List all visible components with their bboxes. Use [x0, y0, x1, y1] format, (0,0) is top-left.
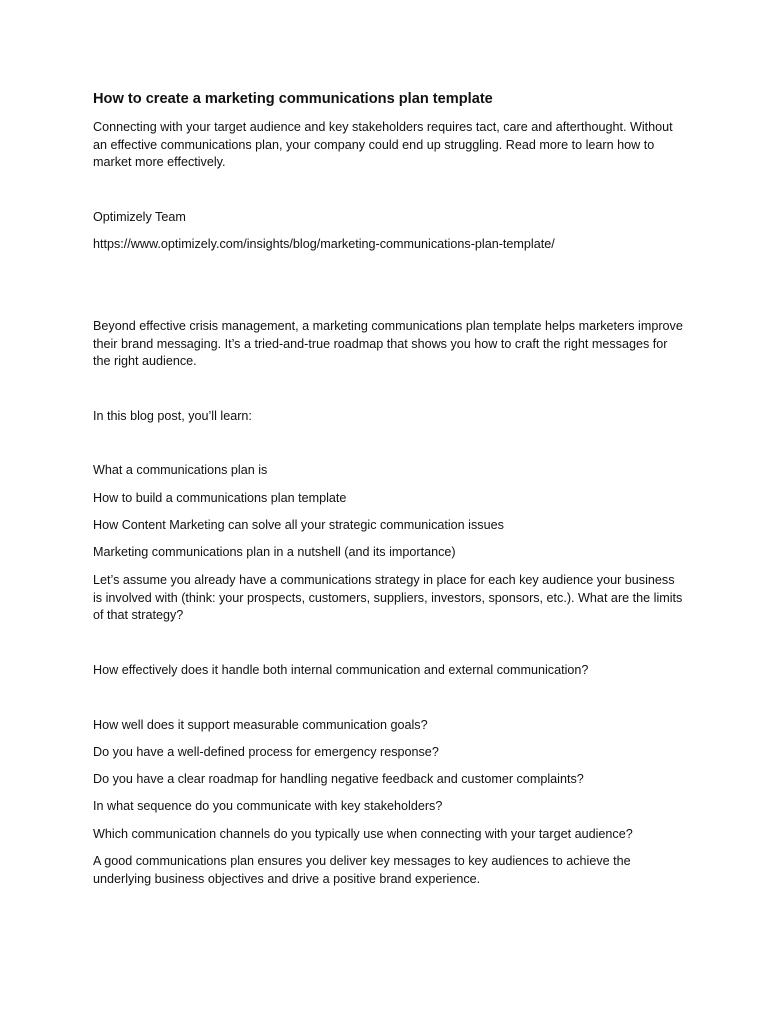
author-name: Optimizely Team: [93, 210, 186, 224]
learn-item: How to build a communications plan template: [93, 491, 347, 505]
document-title: How to create a marketing communications plan template: [93, 91, 493, 107]
learn-intro: In this blog post, you’ll learn:: [93, 409, 252, 423]
question-item: Do you have a well-defined process for emergency response?: [93, 745, 439, 759]
question-item: Do you have a clear roadmap for handling negative feedback and customer complaints?: [93, 772, 584, 786]
learn-item: What a communications plan is: [93, 463, 268, 477]
learn-item: How Content Marketing can solve all your strategic communication issues: [93, 518, 504, 532]
source-url: https://www.optimizely.com/insights/blog/marketing-communications-plan-template/: [93, 237, 555, 251]
question-item: Which communication channels do you typically use when connecting with your target audience?: [93, 827, 633, 841]
intro-paragraph: Connecting with your target audience and key stakeholders requires tact, care and afterthought. Without an effective communications plan, your company could end up struggling. Read more to learn how to market more effectively.: [93, 120, 673, 169]
body-paragraph-3: A good communications plan ensures you deliver key messages to key audiences to achieve the underlying business objectives and drive a positive brand experience.: [93, 854, 631, 886]
question-item: How effectively does it handle both internal communication and external communication?: [93, 663, 589, 677]
question-item: In what sequence do you communicate with key stakeholders?: [93, 799, 443, 813]
body-paragraph-1: Beyond effective crisis management, a marketing communications plan template helps marketers improve their brand messaging. It’s a tried-and-true roadmap that shows you how to craft the right messages for the right audience.: [93, 319, 683, 368]
learn-item: Marketing communications plan in a nutshell (and its importance): [93, 545, 456, 559]
question-item: How well does it support measurable communication goals?: [93, 718, 428, 732]
body-paragraph-2: Let’s assume you already have a communications strategy in place for each key audience your business is involved with (think: your prospects, customers, suppliers, investors, sponsors, etc.). What are the limits of that strategy?: [93, 573, 683, 622]
